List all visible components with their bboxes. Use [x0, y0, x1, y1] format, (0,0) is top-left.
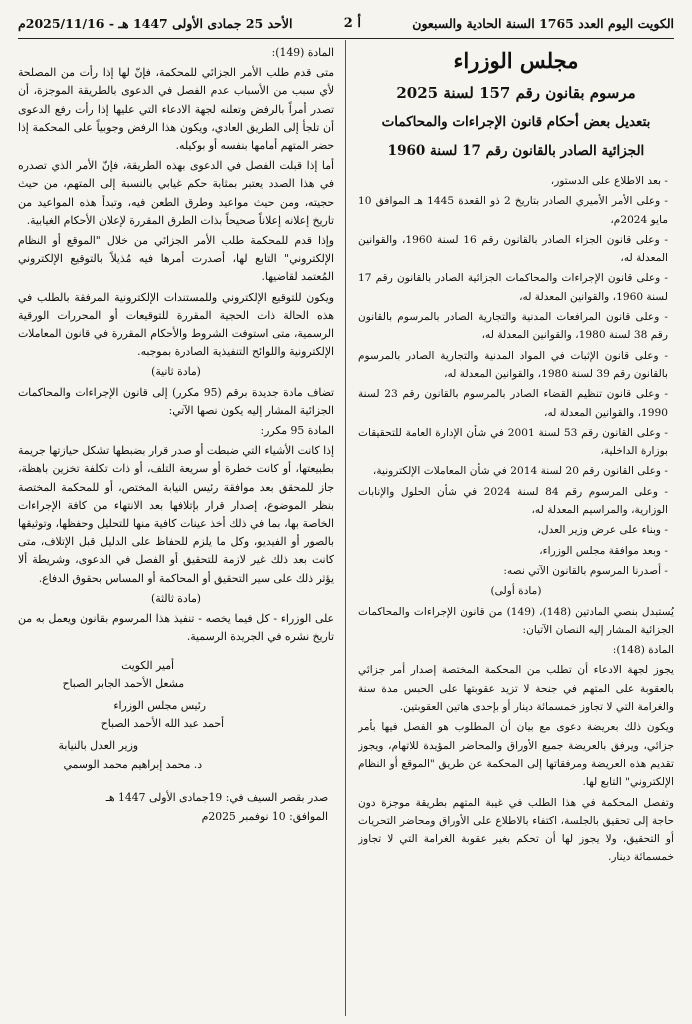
article-149-paragraph: أما إذا قبلت الفصل في الدعوى بهذه الطريقة، فإنّ الأمر الذي تصدره في هذا الصدد يعتبر بمثابة حكم غيابي بالنسبة إلى المتهم، من حيث حجيته، ومن حيث مواعيد وطرق الطعن فيه، وتبدأ هذه المواعيد من تاريخ إعلانه إعلاناً صحيحاً بذات الطرق المقررة لإعلان الأحكام الغيابية.	[18, 159, 334, 227]
justice-title: وزير العدل بالنيابة	[58, 739, 138, 753]
header-rule	[18, 38, 674, 39]
issuance-note	[18, 788, 334, 826]
column-divider	[345, 40, 346, 1016]
article-3-heading: (مادة ثالثة)	[150, 591, 202, 605]
left-column	[18, 44, 334, 1016]
preamble-item: - وعلى القانون رقم 53 لسنة 2001 في شأن الإدارة العامة للتحقيقات بوزارة الداخلية،	[358, 426, 668, 458]
preamble-item: - وبعد موافقة مجلس الوزراء،	[539, 544, 668, 557]
preamble-item: - وعلى قانون تنظيم القضاء الصادر بالمرسوم بالقانون رقم 23 لسنة 1990، والقوانين المعدلة له،	[358, 388, 668, 419]
issued-place-date: صدر بقصر السيف في: 19جمادى الأولى 1447 هـ	[105, 790, 328, 804]
preamble-item: - وعلى قانون الإثبات في المواد المدنية والتجارية الصادر بالمرسوم بالقانون رقم 39 لسنة 1980، والقوانين المعدلة له،	[358, 349, 668, 380]
justice-name: د. محمد إبراهيم محمد الوسمي	[63, 757, 202, 771]
right-column	[358, 44, 674, 1016]
article-95-heading: المادة 95 مكرر:	[260, 424, 334, 438]
article-149-paragraph: وإذا قدم للمحكمة طلب الأمر الجزائي من خلال "الموقع أو النظام الإلكتروني" التابع لها، أصدرت أمرها فيه مُذيلاً بالتوقيع الإلكتروني المُعتمد لقاضيها.	[18, 234, 334, 284]
preamble-item: - وعلى القانون رقم 20 لسنة 2014 في شأن المعاملات الإلكترونية،	[372, 465, 668, 478]
preamble-item: - وعلى قانون المرافعات المدنية والتجارية الصادر بالمرسوم بالقانون رقم 38 لسنة 1980، والقوانين المعدلة له،	[358, 311, 668, 342]
preamble-item: - أصدرنا المرسوم بالقانون الآتي نصه:	[503, 564, 668, 577]
article-148-paragraph: وتفصل المحكمة في هذا الطلب في غيبة المتهم بطريقة موجزة دون حاجة إلى تحقيق بالجلسة، اكتفاء بالاطلاع على الأوراق ومحاضر التحريات أو التحقيق، ولا يجوز لها أن تحكم بغير عقوبة الغرامة التي لا تجاوز خمسمائة دينار.	[358, 796, 674, 864]
article-2-heading: (مادة ثانية)	[151, 365, 201, 379]
article-148-paragraph: يجوز لجهة الادعاء أن تطلب من المحكمة المختصة إصدار أمر جزائي بالعقوبة على المتهم في جنحة لا تزيد عقوبتها على الحبس مدة سنة والغرامة التي لا تجاوز خمسمائة دينار أو بإحدى هاتين العقوبتين.	[358, 664, 674, 714]
decree-subtitle-2: الجزائية الصادر بالقانون رقم 17 لسنة 1960	[387, 143, 645, 159]
header-date: الأحد 25 جمادى الأولى 1447 هـ - 2025/11/16م	[18, 15, 293, 31]
preamble-item: - وعلى قانون الجزاء الصادر بالقانون رقم 16 لسنة 1960، والقوانين المعدلة له،	[358, 233, 668, 265]
signature-block-justice	[18, 737, 334, 773]
article-149-paragraph: متى قدم طلب الأمر الجزائي للمحكمة، فإنّ لها إذا رأت من المصلحة لأي سبب من الأسباب عدم الفصل في الدعوى بالطريقة الموجزة، أن تصدر أمراً بالرفض وتعلنه لجهة الادعاء التي عليها إذا رأت رفع الدعوى أن تلجأ إلى الطريق العادي، ويكون هذا الرفض وجوبياً على المحكمة إذا حضر المتهم أمامها بنفسه أو بوكيله.	[18, 66, 334, 153]
preamble-item: - بعد الاطلاع على الدستور،	[550, 175, 668, 187]
article-95-text: إذا كانت الأشياء التي ضبطت أو صدر قرار بضبطها تشكل حيازتها جريمة بطبيعتها، أو كانت خطرة أو سريعة التلف، أو ذات تكلفة تخزين باهظة، جاز للمحقق بعد موافقة رئيس النيابة المختص، أو للمحكمة المختصة بنظر الموضوع، إصدار قرار بإتلافها بعد الانتهاء من كافة الإجراءات الخاصة بها، بما في ذلك أخذ عينات كافية منها للتحليل وحفظها، وتوثيقها بالصور أو الفيديو، وكل ما يلزم للحفاظ على الدليل قبل الإتلاف، متى كانت بعد ذلك غير لازمة للتحقيق أو الفصل في الدعوى، وشريطة ألا يؤثر ذلك على سير التحقيق أو المحاكمة أو المساس بحقوق الدفاع.	[18, 444, 334, 585]
emir-title: أمير الكويت	[121, 658, 174, 672]
preamble-item: - وبناء على عرض وزير العدل،	[537, 524, 668, 537]
header-page-number: أ 2	[343, 15, 361, 31]
article-149-heading: المادة (149):	[271, 46, 334, 59]
article-148-paragraph: ويكون ذلك بعريضة دعوى مع بيان أن المطلوب هو الفصل فيها بأمر جزائي، ويرفق بالعريضة جميع الأوراق والمحاضر المؤيدة للاتهام، ويجوز تقديم هذه العريضة ومرفقاتها إلى المحكمة عن طريق "الموقع أو النظام الإلكتروني" التابع لها.	[358, 721, 674, 789]
article-148-heading: المادة (148):	[612, 644, 674, 657]
article-3-text: على الوزراء - كل فيما يخصه - تنفيذ هذا المرسوم بقانون ويعمل به من تاريخ نشره في الجريدة الرسمية.	[18, 612, 334, 644]
article-1-heading: (مادة أولى)	[490, 585, 542, 598]
preamble-item: - وعلى المرسوم رقم 84 لسنة 2024 في شأن الحلول والإنابات الوزارية، والمراسيم المعدلة له،	[358, 485, 668, 517]
article-1-text: يُستبدل بنصي المادتين (148)، (149) من قانون الإجراءات والمحاكمات الجزائية المشار إليه النصان الآتيان:	[358, 605, 674, 636]
section-title: مجلس الوزراء	[453, 48, 579, 73]
decree-subtitle-1: بتعديل بعض أحكام قانون الإجراءات والمحاكمات	[381, 114, 651, 130]
article-149-paragraph: ويكون للتوقيع الإلكتروني وللمستندات الإلكترونية المرفقة بالطلب في هذه الحالة ذات الحجية المقررة للتوقيعات أو المحررات الورقية الرسمية، متى استوفت الشروط والأحكام المقررة في قانون المعاملات الإلكترونية واللوائح التنفيذية الصادرة بموجبه.	[18, 290, 334, 359]
pm-title: رئيس مجلس الوزراء	[113, 698, 206, 712]
issued-gregorian-date: الموافق: 10 نوفمبر 2025م	[201, 809, 328, 823]
preamble-item: - وعلى الأمر الأميري الصادر بتاريخ 2 ذو القعدة 1445 هـ الموافق 10 مايو 2024م،	[358, 195, 668, 226]
pm-name: أحمد عبد الله الأحمد الصباح	[100, 717, 224, 731]
signature-block-pm	[18, 697, 334, 733]
signature-block	[18, 657, 334, 693]
decree-title: مرسوم بقانون رقم 157 لسنة 2025	[396, 84, 636, 102]
preamble-item: - وعلى قانون الإجراءات والمحاكمات الجزائية الصادر بالقانون رقم 17 لسنة 1960، والقوانين المعدلة له،	[358, 272, 668, 303]
article-2-text: تضاف مادة جديدة برقم (95 مكرر) إلى قانون الإجراءات والمحاكمات الجزائية المشار إليه يكون نصها الآتي:	[18, 385, 334, 417]
header-issue-info: الكويت اليوم العدد 1765 السنة الحادية والسبعون	[412, 15, 674, 31]
page-header	[18, 12, 674, 34]
emir-name: مشعل الأحمد الجابر الصباح	[62, 676, 184, 690]
